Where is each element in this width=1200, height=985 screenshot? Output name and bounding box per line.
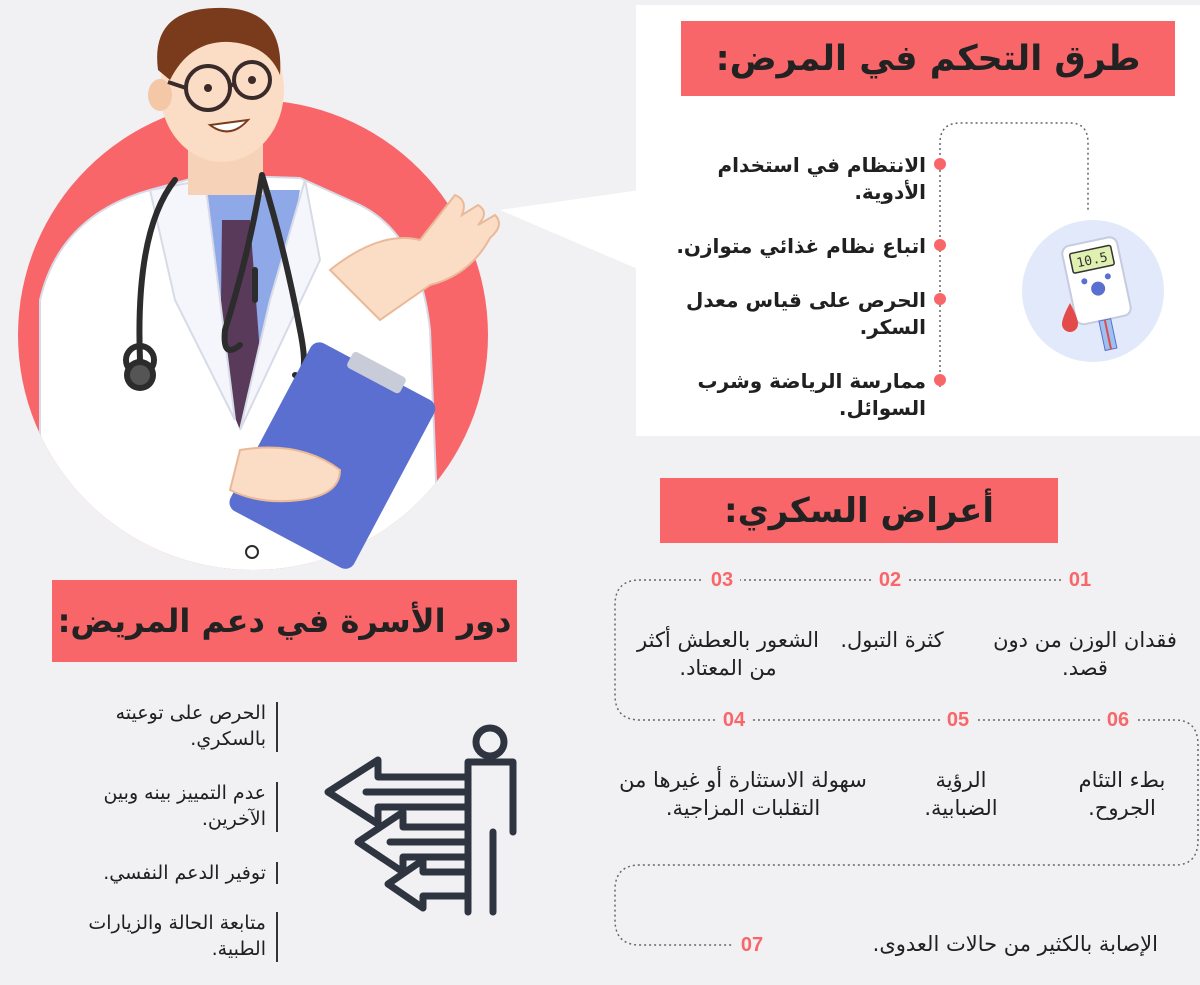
control-bullet	[934, 158, 946, 170]
symptoms-title: أعراض السكري:	[660, 478, 1058, 543]
control-bullet	[934, 239, 946, 251]
meter-reading: 10.5	[1075, 250, 1110, 272]
symptom-number: 03	[704, 568, 740, 592]
control-title: طرق التحكم في المرض:	[681, 21, 1175, 96]
control-bullet	[934, 374, 946, 386]
family-divider	[276, 782, 278, 832]
symptom-text: كثرة التبول.	[840, 628, 944, 652]
symptom-number: 06	[1100, 708, 1136, 732]
symptom-text: الرؤية الضبابية.	[924, 768, 998, 820]
symptom-number: 05	[940, 708, 976, 732]
control-item: اتباع نظام غذائي متوازن.	[676, 234, 926, 258]
symptom-number: 04	[716, 708, 752, 732]
family-item: عدم التمييز بينه وبين الآخرين.	[103, 782, 266, 830]
family-item: الحرص على توعيته بالسكري.	[115, 702, 266, 750]
family-title: دور الأسرة في دعم المريض:	[52, 580, 517, 662]
family-divider	[276, 862, 278, 884]
symptom-text: بطء التئام الجروح.	[1078, 768, 1166, 820]
control-bullet	[934, 293, 946, 305]
doctor-illustration	[0, 0, 640, 575]
symptom-number: 02	[872, 568, 908, 592]
family-item: توفير الدعم النفسي.	[103, 862, 266, 884]
glucose-meter-icon	[1020, 218, 1166, 364]
symptom-text: الإصابة بالكثير من حالات العدوى.	[872, 932, 1158, 956]
family-divider	[276, 912, 278, 962]
family-item: متابعة الحالة والزيارات الطبية.	[88, 912, 266, 960]
family-divider	[276, 702, 278, 752]
symptom-text: الشعور بالعطش أكثر من المعتاد.	[637, 628, 819, 680]
symptom-text: فقدان الوزن من دون قصد.	[993, 628, 1177, 680]
symptom-number: 07	[734, 933, 770, 957]
control-item: ممارسة الرياضة وشرب السوائل.	[697, 369, 926, 420]
control-item: الانتظام في استخدام الأدوية.	[717, 153, 926, 204]
speech-pointer	[500, 190, 640, 270]
symptom-text: سهولة الاستثارة أو غيرها من التقلبات المزاجية.	[619, 768, 867, 820]
symptom-number: 01	[1062, 568, 1098, 592]
control-item: الحرص على قياس معدل السكر.	[685, 288, 926, 339]
support-arrows-icon	[318, 722, 528, 922]
